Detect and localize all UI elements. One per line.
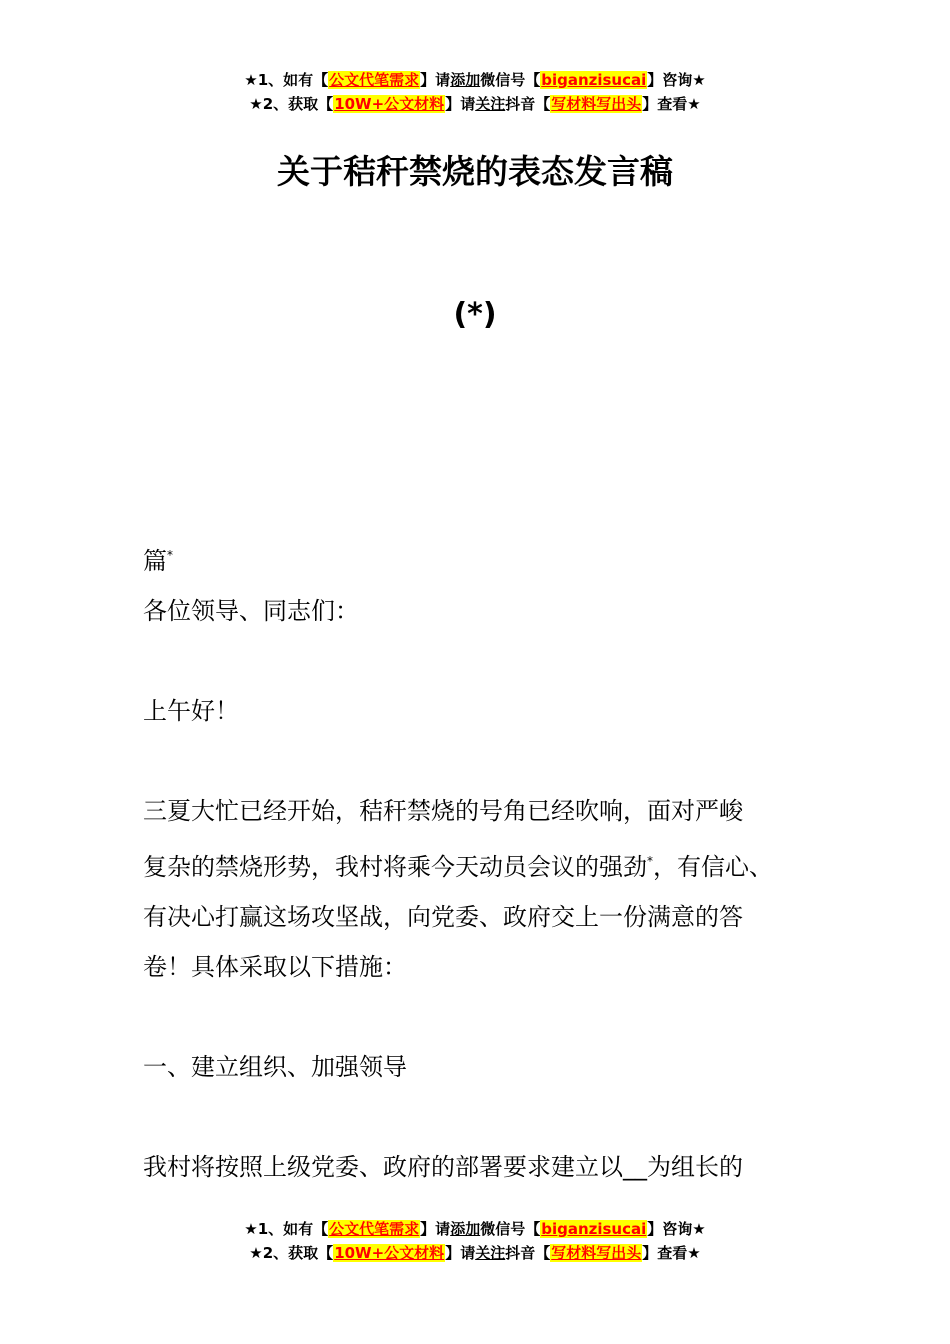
banner-text: 】查看★	[642, 95, 701, 113]
banner-underlined: 添加	[450, 71, 481, 89]
bottom-banner	[0, 1217, 950, 1265]
banner-text: 抖音【	[505, 1244, 551, 1262]
banner-line-1	[0, 68, 950, 92]
paragraph-gap	[143, 1092, 823, 1142]
document-body	[143, 530, 823, 1192]
banner-underlined: 关注	[475, 1244, 506, 1262]
paragraph-text: 复杂的禁烧形势，我村将乘今天动员会议的强劲	[143, 853, 647, 881]
banner-text: 】查看★	[642, 1244, 701, 1262]
banner-highlight: 10W+公文材料	[334, 1244, 445, 1262]
banner-underlined: 关注	[475, 95, 506, 113]
paragraph-line: 有决心打赢这场攻坚战，向党委、政府交上一份满意的答	[143, 903, 743, 931]
section-label-text: 篇	[143, 547, 167, 575]
banner-text: ★2、获取【	[249, 1244, 334, 1262]
document-subtitle: (*)	[453, 297, 497, 332]
banner-highlight: 写材料写出头	[551, 1244, 642, 1262]
banner-text: 抖音【	[505, 95, 551, 113]
banner-text: 微信号【	[480, 1220, 541, 1238]
section-heading: 一、建立组织、加强领导	[143, 1053, 407, 1081]
salutation: 上午好！	[143, 697, 239, 725]
paragraph-line: 三夏大忙已经开始，秸秆禁烧的号角已经吹响，面对严峻	[143, 797, 743, 825]
paragraph-gap	[143, 736, 823, 786]
banner-highlight: biganzisucai	[541, 1220, 647, 1238]
top-banner	[0, 68, 950, 116]
paragraph-gap	[143, 992, 823, 1042]
paragraph-line: 我村将按照上级党委、政府的部署要求建立以__为组长的	[143, 1153, 743, 1181]
banner-line-2	[0, 92, 950, 116]
paragraph-line	[143, 836, 823, 892]
banner-highlight: 10W+公文材料	[334, 95, 445, 113]
banner-highlight: 写材料写出头	[551, 95, 642, 113]
banner-highlight: 公文代笔需求	[329, 71, 420, 89]
banner-highlight: biganzisucai	[541, 71, 647, 89]
banner-text: 】咨询★	[647, 1220, 706, 1238]
banner-text: ★1、如有【	[244, 1220, 329, 1238]
banner-text: ★2、获取【	[249, 95, 334, 113]
banner-highlight: 公文代笔需求	[329, 1220, 420, 1238]
banner-text: 】请	[445, 1244, 476, 1262]
banner-line-2	[0, 1241, 950, 1265]
footnote-mark: *	[647, 854, 653, 868]
footnote-mark: *	[167, 548, 173, 562]
banner-text: 】请	[445, 95, 476, 113]
section-label	[143, 530, 823, 586]
paragraph-text: ，有信心、	[653, 853, 773, 881]
banner-text: ★1、如有【	[244, 71, 329, 89]
document-title: 关于秸秆禁烧的表态发言稿	[277, 152, 673, 191]
banner-text: 】咨询★	[647, 71, 706, 89]
banner-text: 】请	[420, 71, 451, 89]
paragraph-line: 卷！具体采取以下措施：	[143, 953, 407, 981]
banner-text: 微信号【	[480, 71, 541, 89]
banner-underlined: 添加	[450, 1220, 481, 1238]
banner-text: 】请	[420, 1220, 451, 1238]
banner-line-1	[0, 1217, 950, 1241]
greeting: 各位领导、同志们：	[143, 597, 359, 625]
paragraph-gap	[143, 636, 823, 686]
